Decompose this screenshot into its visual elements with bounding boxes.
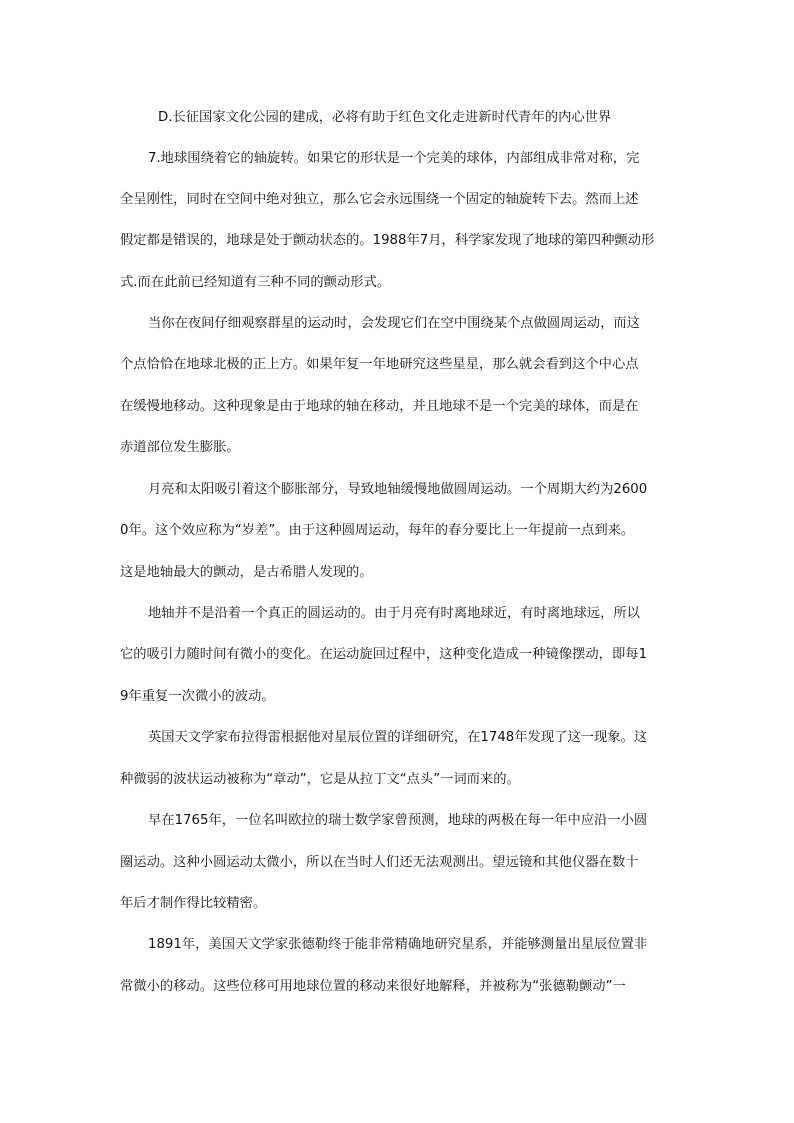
paragraph-line: 假定都是错误的，地球是处于颤动状态的。1988年7月，科学家发现了地球的第四种颤动形 <box>120 233 655 248</box>
paragraph-line: 早在1765年，一位名叫欧拉的瑞士数学家曾预测，地球的两极在每一年中应沿一小圆 <box>148 813 648 828</box>
paragraph-line: 个点恰恰在地球北极的正上方。如果年复一年地研究这些星星，那么就会看到这个中心点 <box>120 357 639 372</box>
paragraph-line: 当你在夜间仔细观察群星的运动时，会发现它们在空中围绕某个点做圆周运动，而这 <box>148 316 640 331</box>
paragraph-line: 种微弱的波状运动被称为“章动”，它是从拉丁文“点头”一词而来的。 <box>120 772 520 787</box>
paragraph-line: 常微小的移动。这些位移可用地球位置的移动来很好地解释，并被称为“张德勒颤动”一 <box>120 979 626 994</box>
paragraph-line: 月亮和太阳吸引着这个膨胀部分，导致地轴缓慢地做圆周运动。一个周期大约为2600 <box>148 482 648 497</box>
paragraph-line: 在缓慢地移动。这种现象是由于地球的轴在移动，并且地球不是一个完美的球体，而是在 <box>120 399 639 414</box>
paragraph-line: 0年。这个效应称为“岁差”。由于这种圆周运动，每年的春分要比上一年提前一点到来。 <box>120 523 635 538</box>
paragraph-line: 它的吸引力随时间有微小的变化。在运动旋回过程中，这种变化造成一种镜像摆动，即每1 <box>120 647 648 662</box>
paragraph-line: 英国天文学家布拉得雷根据他对星辰位置的详细研究，在1748年发现了这一现象。这 <box>148 730 648 745</box>
paragraph-line: 式.而在此前已经知道有三种不同的颤动形式。 <box>120 275 391 290</box>
paragraph-line: 7.地球围绕着它的轴旋转。如果它的形状是一个完美的球体，内部组成非常对称，完 <box>148 151 640 166</box>
paragraph-line: 赤道部位发生膨胀。 <box>120 440 240 455</box>
paragraph-line: 1891年，美国天文学家张德勒终于能非常精确地研究星系，并能够测量出星辰位置非 <box>148 937 648 952</box>
paragraph-line: 圈运动。这种小圆运动太微小，所以在当时人们还无法观测出。望远镜和其他仪器在数十 <box>120 855 639 870</box>
option-d-line: D.长征国家文化公园的建成，必将有助于红色文化走进新时代青年的内心世界 <box>158 110 612 125</box>
paragraph-line: 这是地轴最大的颤动，是古希腊人发现的。 <box>120 565 373 580</box>
paragraph-line: 年后才制作得比较精密。 <box>120 896 267 911</box>
paragraph-line: 地轴并不是沿着一个真正的圆运动的。由于月亮有时离地球近，有时离地球远，所以 <box>148 606 640 621</box>
document-page <box>120 0 675 1123</box>
paragraph-line: 9年重复一次微小的波动。 <box>120 689 275 704</box>
paragraph-line: 全呈刚性，同时在空间中绝对独立，那么它会永远围绕一个固定的轴旋转下去。然而上述 <box>120 192 639 207</box>
